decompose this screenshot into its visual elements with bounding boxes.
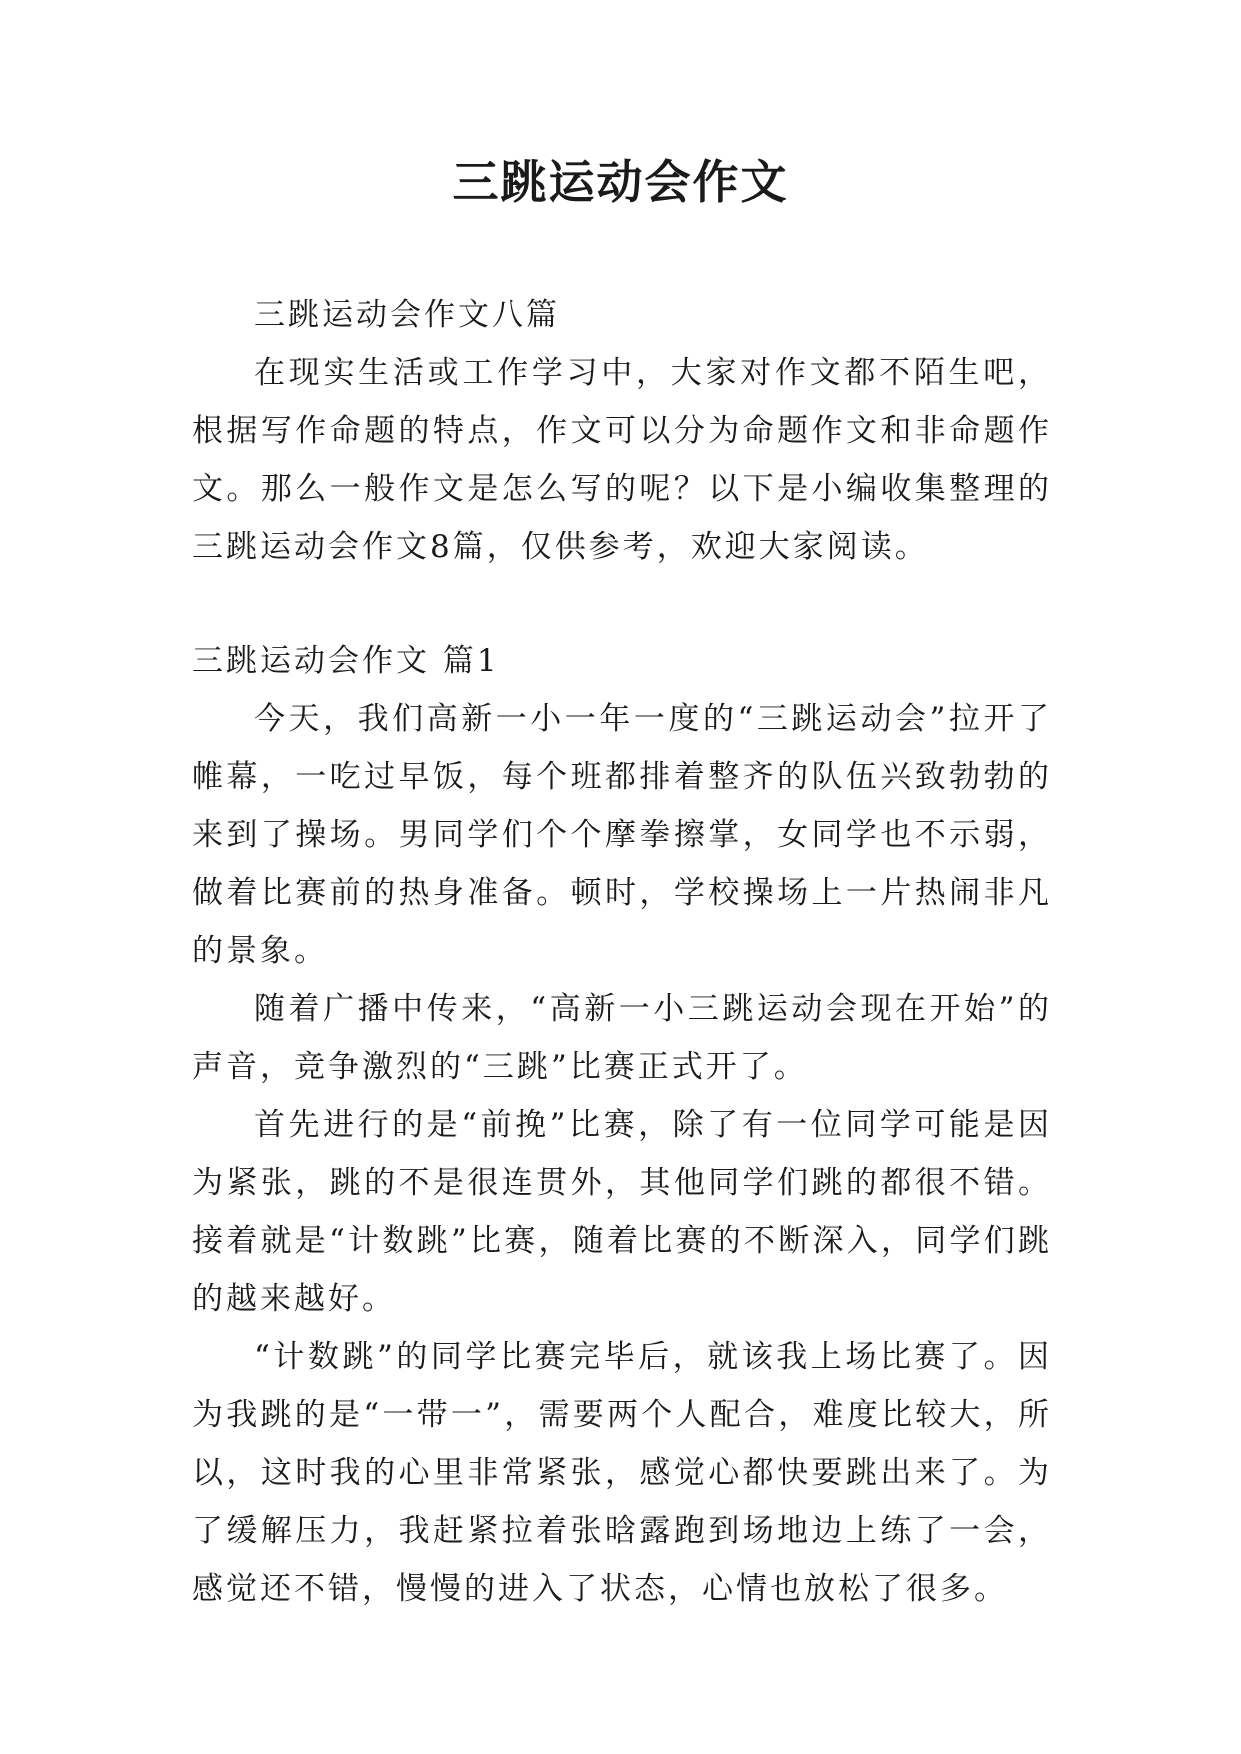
document-subtitle: 三跳运动会作文八篇 bbox=[254, 297, 560, 333]
intro-paragraph: 在现实生活或工作学习中，大家对作文都不陌生吧，根据写作命题的特点，作文可以分为命题作文和非命题作文。那么一般作文是怎么写的呢？以下是小编收集整理的三跳运动会作文8篇，仅供参考，欢迎大家阅读。 bbox=[192, 355, 1052, 565]
body-paragraph: 首先进行的是“前挽”比赛，除了有一位同学可能是因为紧张，跳的不是很连贯外，其他同学们跳的都很不错。接着就是“计数跳”比赛，随着比赛的不断深入，同学们跳的越来越好。 bbox=[192, 1107, 1052, 1317]
body-paragraph: 随着广播中传来，“高新一小三跳运动会现在开始”的声音，竞争激烈的“三跳”比赛正式开了。 bbox=[192, 991, 1052, 1085]
document-title: 三跳运动会作文 bbox=[452, 155, 789, 209]
body-paragraph: 今天，我们高新一小一年一度的“三跳运动会”拉开了帷幕，一吃过早饭，每个班都排着整齐的队伍兴致勃勃的来到了操场。男同学们个个摩拳擦掌，女同学也不示弱，做着比赛前的热身准备。顿时，学校操场上一片热闹非凡的景象。 bbox=[192, 701, 1052, 969]
document-body bbox=[192, 286, 1052, 1618]
section-heading: 三跳运动会作文 篇1 bbox=[192, 643, 500, 679]
body-paragraph: “计数跳”的同学比赛完毕后，就该我上场比赛了。因为我跳的是“一带一”，需要两个人配合，难度比较大，所以，这时我的心里非常紧张，感觉心都快要跳出来了。为了缓解压力，我赶紧拉着张晗露跑到场地边上练了一会，感觉还不错，慢慢的进入了状态，心情也放松了很多。 bbox=[192, 1339, 1052, 1607]
